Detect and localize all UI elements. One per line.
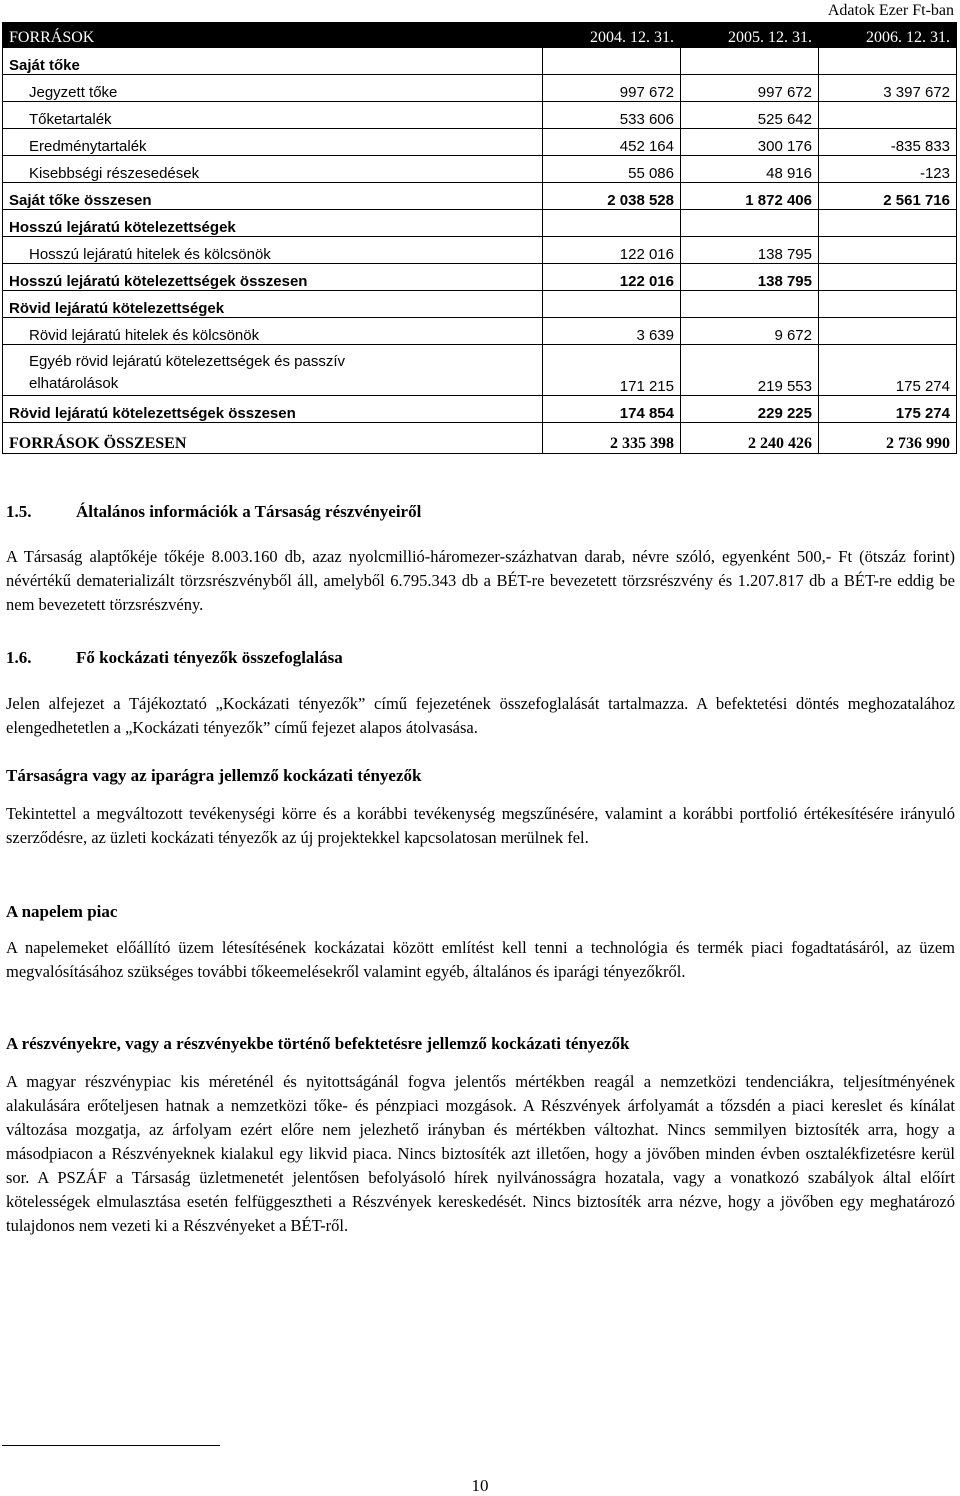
row-label: Hosszú lejáratú kötelezettségek bbox=[3, 210, 543, 237]
section-number: 1.6. bbox=[6, 648, 32, 667]
row-value bbox=[543, 291, 681, 318]
row-label: Saját tőke összesen bbox=[3, 183, 543, 210]
row-value bbox=[543, 210, 681, 237]
row-value bbox=[819, 237, 957, 264]
subheading-solar-market: A napelem piac bbox=[6, 902, 118, 921]
row-label: Rövid lejáratú hitelek és kölcsönök bbox=[3, 318, 543, 345]
row-value bbox=[681, 48, 819, 75]
row-value: 3 639 bbox=[543, 318, 681, 345]
row-value: 997 672 bbox=[543, 75, 681, 102]
row-value bbox=[819, 102, 957, 129]
row-label: Kisebbségi részesedések bbox=[3, 156, 543, 183]
row-label: Tőketartalék bbox=[3, 102, 543, 129]
row-value: 997 672 bbox=[681, 75, 819, 102]
subheading-company-risks: Társaságra vagy az iparágra jellemző kockázati tényezők bbox=[6, 766, 422, 785]
section-title: Fő kockázati tényezők összefoglalása bbox=[76, 648, 343, 667]
row-value: 2 335 398 bbox=[543, 423, 681, 454]
table-row bbox=[3, 318, 957, 345]
row-value: 122 016 bbox=[543, 237, 681, 264]
row-value: 9 672 bbox=[681, 318, 819, 345]
row-value: 300 176 bbox=[681, 129, 819, 156]
section-title: Általános információk a Társaság részvényeiről bbox=[76, 502, 422, 521]
table-row bbox=[3, 291, 957, 318]
table-row bbox=[3, 423, 957, 454]
row-label: FORRÁSOK ÖSSZESEN bbox=[3, 423, 543, 454]
row-label: Eredménytartalék bbox=[3, 129, 543, 156]
table-header-row bbox=[3, 23, 957, 48]
table-row bbox=[3, 345, 957, 396]
paragraph-share-risks: A magyar részvénypiac kis méreténél és nyitottságánál fogva jelentős mértékben reagál a nemzetközi tendenciákra, teljesítményének alakulására erőteljesen hatnak a nemzetközi tőke- és pénzpiaci mozgások. A Részvények árfolyamát a tőzsdén a piaci kereslet és kínálat változása mozgatja, az árfolyam ezért előre nem jelezhető irányban és mértékben változhat. Nincs semmilyen biztosíték arra, hogy a másodpiacon a Részvényeknek kialakul egy likvid piaca. Nincs biztosíték azt illetően, hogy a jövőben minden évben osztalékfizetésre kerül sor. A PSZÁF a Társaság üzletmenetét jelentősen befolyásoló hírek nyilvánosságra hozatala, vagy a vonatkozó szabályok által előírt kötelességek elmulasztása esetén felfüggesztheti a Részvények kereskedését. Nincs biztosíték arra nézve, hogy a jövőben egy meghatározó tulajdonos nem vezeti ki a Részvényeket a BÉT-ről. bbox=[6, 1072, 955, 1235]
row-value: 452 164 bbox=[543, 129, 681, 156]
row-label: Saját tőke bbox=[3, 48, 543, 75]
row-value bbox=[681, 291, 819, 318]
sources-table bbox=[2, 22, 957, 454]
row-value: 3 397 672 bbox=[819, 75, 957, 102]
table-row bbox=[3, 237, 957, 264]
subheading-share-risks: A részvényekre, vagy a részvényekbe történő befektetésre jellemző kockázati tényezők bbox=[6, 1034, 630, 1053]
row-value: 2 561 716 bbox=[819, 183, 957, 210]
paragraph-solar-market: A napelemeket előállító üzem létesítésének kockázatai között említést kell tenni a technológia és termék piaci fogadtatásáról, az üzem megvalósításához szükséges további tőkeemelésekről valamint egyéb, általános és iparági tényezőkről. bbox=[6, 938, 955, 981]
paragraph-shares: A Társaság alaptőkéje tőkéje 8.003.160 db, azaz nyolcmillió-háromezer-százhatvan darab, névre szóló, egyenként 500,- Ft (ötszáz forint) névértékű dematerializált törzsrészvényből áll, amelyből 6.795.343 db a BÉT-re bevezetett törzsrészvény és 1.207.817 db a BÉT-re eddig be nem bevezetett törzsrészvény. bbox=[6, 547, 955, 614]
row-label: Rövid lejáratú kötelezettségek összesen bbox=[3, 396, 543, 423]
row-value bbox=[819, 264, 957, 291]
footer-rule bbox=[2, 1445, 220, 1446]
table-row bbox=[3, 183, 957, 210]
row-value bbox=[819, 318, 957, 345]
row-label-line: elhatárolások bbox=[29, 375, 119, 392]
table-row bbox=[3, 396, 957, 423]
row-value: -835 833 bbox=[819, 129, 957, 156]
row-value bbox=[819, 210, 957, 237]
row-value: 174 854 bbox=[543, 396, 681, 423]
row-value: 229 225 bbox=[681, 396, 819, 423]
row-value: 533 606 bbox=[543, 102, 681, 129]
row-label: Jegyzett tőke bbox=[3, 75, 543, 102]
header-label: FORRÁSOK bbox=[3, 23, 543, 48]
row-label bbox=[3, 345, 543, 396]
table-row bbox=[3, 264, 957, 291]
header-year-2005: 2005. 12. 31. bbox=[681, 23, 819, 48]
section-heading-1-6 bbox=[6, 648, 343, 668]
page-number: 10 bbox=[471, 1476, 489, 1495]
row-value bbox=[819, 48, 957, 75]
row-value: 138 795 bbox=[681, 237, 819, 264]
table-row bbox=[3, 210, 957, 237]
row-label: Rövid lejáratú kötelezettségek bbox=[3, 291, 543, 318]
row-value: 219 553 bbox=[681, 345, 819, 396]
row-value: 175 274 bbox=[819, 345, 957, 396]
row-value: -123 bbox=[819, 156, 957, 183]
row-value: 525 642 bbox=[681, 102, 819, 129]
row-value: 48 916 bbox=[681, 156, 819, 183]
table-row bbox=[3, 102, 957, 129]
table-row bbox=[3, 156, 957, 183]
row-value: 2 240 426 bbox=[681, 423, 819, 454]
row-label-line: Egyéb rövid lejáratú kötelezettségek és passzív bbox=[29, 353, 346, 370]
row-value: 138 795 bbox=[681, 264, 819, 291]
row-label: Hosszú lejáratú hitelek és kölcsönök bbox=[3, 237, 543, 264]
unit-note: Adatok Ezer Ft-ban bbox=[827, 2, 954, 19]
row-value: 1 872 406 bbox=[681, 183, 819, 210]
row-value: 122 016 bbox=[543, 264, 681, 291]
row-value: 2 038 528 bbox=[543, 183, 681, 210]
table-row bbox=[3, 129, 957, 156]
paragraph-company-risks: Tekintettel a megváltozott tevékenységi körre és a korábbi tevékenység megszűnésére, valamint a korábbi portfolió értékesítésére irányuló szerződésre, az üzleti kockázati tényezők az új projektekkel kapcsolatosan merülnek fel. bbox=[6, 804, 955, 847]
row-value: 171 215 bbox=[543, 345, 681, 396]
row-value bbox=[681, 210, 819, 237]
header-year-2004: 2004. 12. 31. bbox=[543, 23, 681, 48]
table-row bbox=[3, 75, 957, 102]
sources-table-body bbox=[3, 23, 957, 454]
row-value: 175 274 bbox=[819, 396, 957, 423]
table-row bbox=[3, 48, 957, 75]
row-label: Hosszú lejáratú kötelezettségek összesen bbox=[3, 264, 543, 291]
row-value bbox=[543, 48, 681, 75]
header-year-2006: 2006. 12. 31. bbox=[819, 23, 957, 48]
section-number: 1.5. bbox=[6, 502, 32, 521]
row-value: 2 736 990 bbox=[819, 423, 957, 454]
section-heading-1-5 bbox=[6, 502, 421, 522]
row-value: 55 086 bbox=[543, 156, 681, 183]
row-value bbox=[819, 291, 957, 318]
paragraph-summary: Jelen alfejezet a Tájékoztató „Kockázati tényezők” című fejezetének összefoglalását tartalmazza. A befektetési döntés meghozatalához elengedhetetlen a „Kockázati tényezők” című fejezet alapos átolvasása. bbox=[6, 694, 955, 737]
